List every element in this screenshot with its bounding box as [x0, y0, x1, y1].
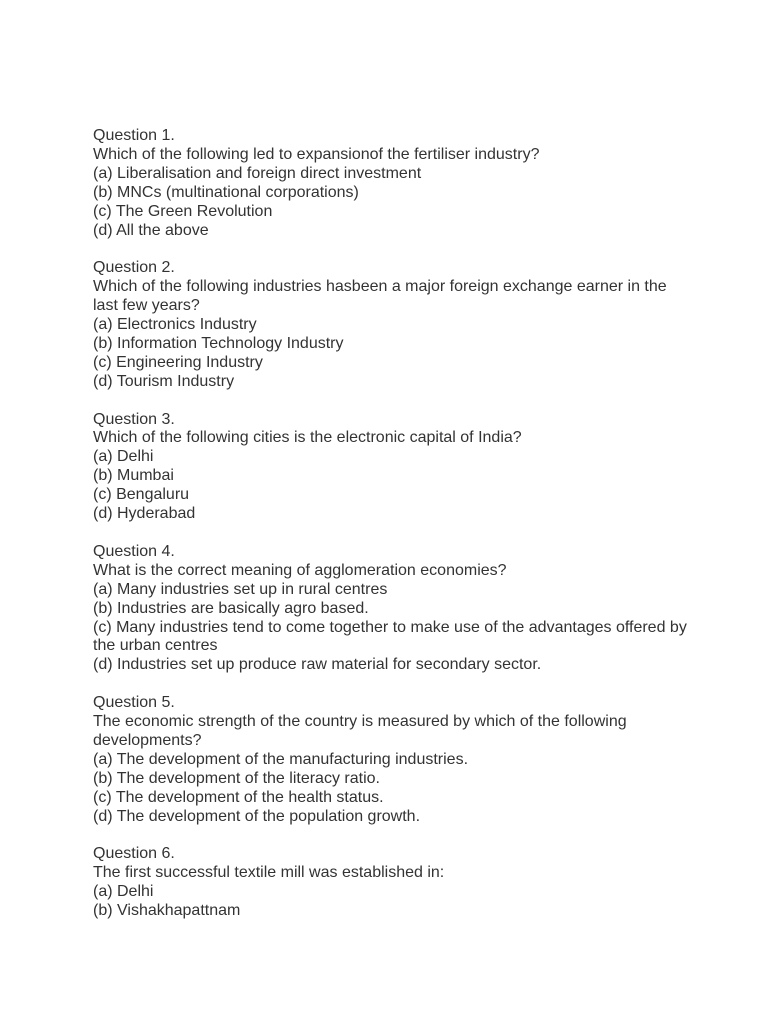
- question-heading: Question 3.: [93, 410, 175, 428]
- answer-option: (b) Vishakhapattnam: [93, 902, 241, 920]
- question-heading: Question 1.: [93, 127, 175, 144]
- question-5: [93, 694, 693, 826]
- question-prompt: Which of the following cities is the electronic capital of India?: [93, 429, 522, 447]
- answer-option: (c) The Green Revolution: [93, 202, 273, 220]
- answer-option: (b) Mumbai: [93, 467, 174, 485]
- answer-option: (c) Bengaluru: [93, 486, 190, 504]
- answer-option: (a) Liberalisation and foreign direct investment: [93, 164, 422, 182]
- answer-option: (a) The development of the manufacturing industries.: [93, 750, 469, 768]
- question-heading: Question 4.: [93, 542, 175, 560]
- question-1: [93, 127, 693, 240]
- answer-option: (b) The development of the literacy ratio.: [93, 769, 380, 787]
- question-2: [93, 259, 693, 391]
- question-prompt: The economic strength of the country is measured by which of the following developments?: [93, 713, 627, 749]
- question-prompt: Which of the following industries hasbeen a major foreign exchange earner in the last few years?: [93, 278, 667, 315]
- answer-option: (a) Many industries set up in rural centres: [93, 580, 388, 598]
- answer-option: (a) Delhi: [93, 448, 154, 466]
- answer-option: (c) Engineering Industry: [93, 353, 263, 371]
- document-page: [93, 127, 693, 940]
- answer-option: (d) Industries set up produce raw material for secondary sector.: [93, 656, 542, 674]
- answer-option: (b) Information Technology Industry: [93, 334, 344, 352]
- answer-option: (d) The development of the population growth.: [93, 807, 421, 825]
- answer-option: (a) Delhi: [93, 883, 154, 901]
- question-heading: Question 6.: [93, 845, 175, 863]
- question-prompt: What is the correct meaning of agglomeration economies?: [93, 561, 507, 579]
- question-6: [93, 845, 693, 921]
- answer-option: (b) MNCs (multinational corporations): [93, 183, 359, 201]
- answer-option: (a) Electronics Industry: [93, 316, 257, 334]
- answer-option: (d) Tourism Industry: [93, 372, 235, 390]
- question-heading: Question 2.: [93, 259, 175, 277]
- answer-option: (d) All the above: [93, 221, 209, 239]
- answer-option: (d) Hyderabad: [93, 505, 196, 523]
- answer-option: (b) Industries are basically agro based.: [93, 599, 369, 617]
- answer-option: (c) The development of the health status.: [93, 788, 384, 806]
- answer-option: (c) Many industries tend to come together to make use of the advantages offered by the urban centres: [93, 618, 687, 655]
- question-prompt: The first successful textile mill was established in:: [93, 864, 445, 882]
- question-prompt: Which of the following led to expansionof the fertiliser industry?: [93, 145, 540, 163]
- question-3: [93, 411, 693, 524]
- question-4: [93, 543, 693, 675]
- question-heading: Question 5.: [93, 694, 175, 712]
